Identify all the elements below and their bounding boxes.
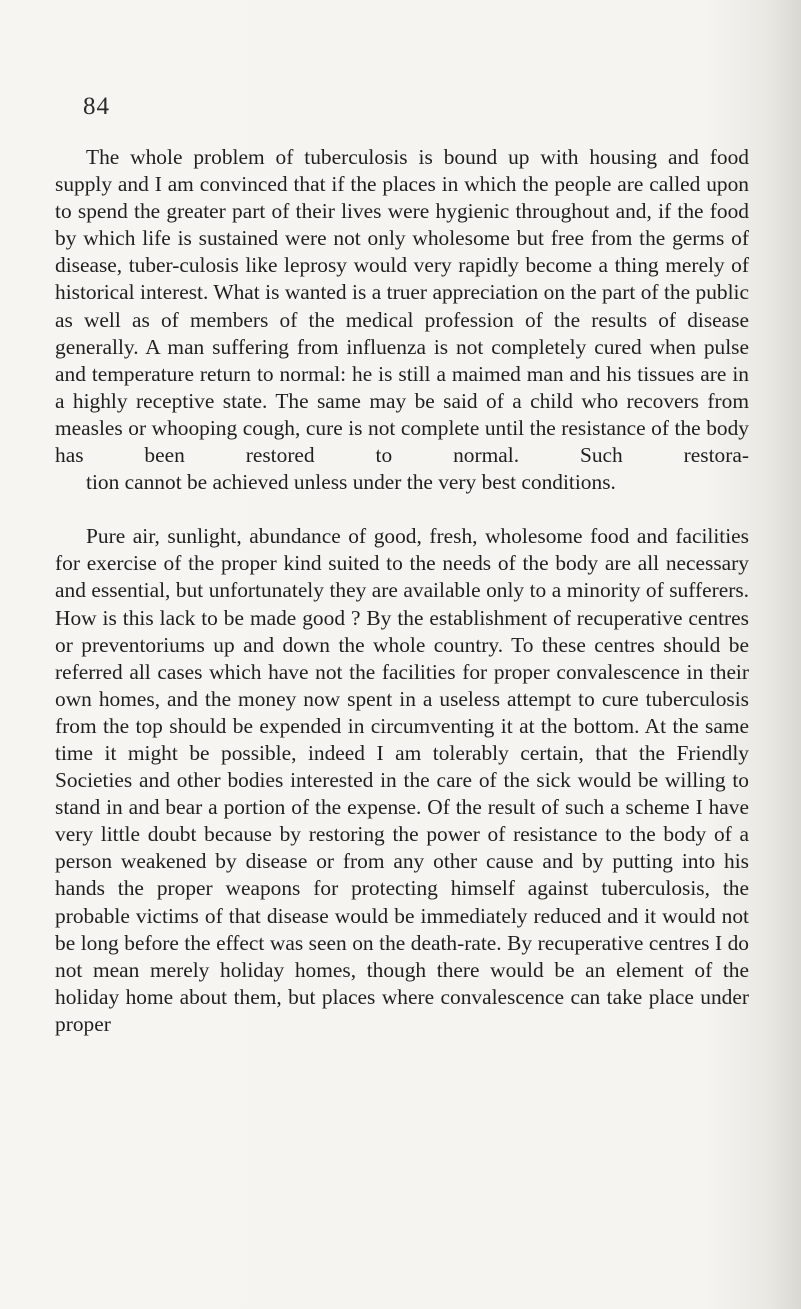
paragraph-2-text: Pure air, sunlight, abundance of good, fresh, wholesome food and facilities for exercise of the proper kind suited to the needs of the body are all necessary and essential, but unfortunately they are available only to a minority of sufferers. How is this lack to be made good ? By the establishment of recuperative centres or preventoriums up and down the whole country. To these centres should be referred all cases which have not the facilities for proper convalescence in their own homes, and the money now spent in a useless attempt to cure tuberculosis from the top should be expended in circumventing it at the bottom. At the same time it might be possible, indeed I am tolerably certain, that the Friendly Societies and other bodies interested in the care of the sick would be willing to stand in and bear a portion of the expense. Of the result of such a scheme I have very little doubt because by restoring the power of resistance to the body of a person weakened by disease or from any other cause and by putting into his hands the proper weapons for protecting himself against tuberculosis, the probable victims of that disease would be immediately reduced and it would not be long before the effect was seen on the death-rate. By recuperative centres I do not mean merely holiday homes, though there would be an element of the holiday home about them, but places where convalescence can take place under proper [55,524,749,1036]
body-text [55,144,749,1038]
paragraph-1 [55,144,749,496]
paragraph-1-last-line: tion cannot be achieved unless under the very best conditions. [86,470,616,495]
paragraph-2 [55,523,749,1038]
paragraph-1-text: The whole problem of tuberculosis is bound up with housing and food supply and I am convinced that if the places in which the people are called upon to spend the greater part of their lives were hygienic throughout and, if the food by which life is sustained were not only wholesome but free from the germs of disease, tuber-culosis like leprosy would very rapidly become a thing merely of historical interest. What is wanted is a truer appreciation on the part of the public as well as of members of the medical profession of the results of disease generally. A man suffering from influenza is not completely cured when pulse and temperature return to normal: he is still a maimed man and his tissues are in a highly receptive state. The same may be said of a child who recovers from measles or whooping cough, cure is not complete until the resistance of the body has been restored to normal. Such restora- [55,145,749,468]
page-number: 84 [83,93,110,120]
